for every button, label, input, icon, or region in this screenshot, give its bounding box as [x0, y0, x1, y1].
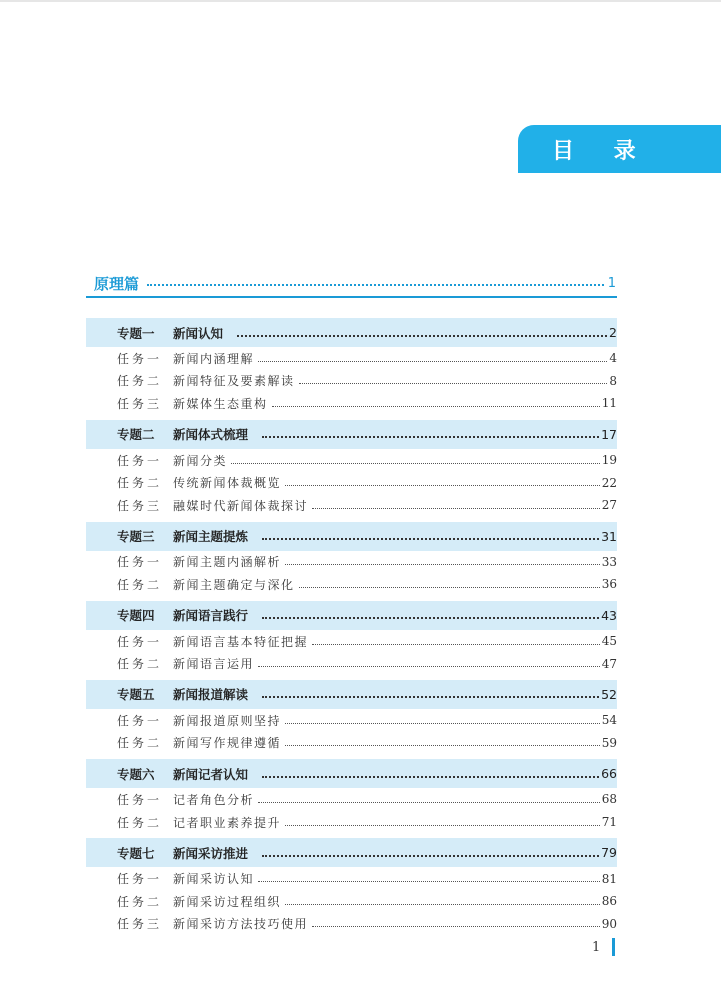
task-label: 任务二	[117, 657, 163, 672]
task-entry[interactable]	[86, 652, 617, 675]
task-page: 68	[601, 792, 617, 807]
task-label: 任务一	[117, 634, 163, 649]
topic-label: 专题三	[117, 529, 155, 545]
leader-dots	[262, 855, 599, 857]
task-label: 任务一	[117, 453, 163, 468]
task-title: 新闻报道原则坚持	[173, 713, 282, 728]
topic-title: 新闻采访推进	[173, 845, 249, 861]
leader-dots	[258, 802, 600, 803]
task-entry[interactable]	[86, 494, 617, 517]
task-page: 86	[601, 894, 617, 909]
task-entry[interactable]	[86, 551, 617, 574]
task-title: 新闻特征及要素解读	[173, 374, 295, 389]
task-title: 新闻内涵理解	[173, 351, 255, 366]
task-title: 新闻采访方法技巧使用	[173, 917, 309, 932]
topic-title: 新闻记者认知	[173, 766, 249, 782]
task-title: 新闻分类	[173, 453, 228, 468]
page-number: 1	[592, 939, 601, 955]
task-entry[interactable]	[86, 573, 617, 596]
topic-page: 31	[601, 528, 617, 544]
topic-label: 专题二	[117, 427, 155, 443]
task-title: 记者职业素养提升	[173, 815, 282, 830]
task-page: 54	[601, 713, 617, 728]
task-label: 任务一	[117, 713, 163, 728]
task-title: 记者角色分析	[173, 792, 255, 807]
task-entry[interactable]	[86, 449, 617, 472]
task-title: 新闻主题确定与深化	[173, 577, 295, 592]
task-entry[interactable]	[86, 913, 617, 936]
toc-title: 目 录	[552, 138, 652, 164]
topic-label: 专题一	[117, 325, 155, 341]
task-entry[interactable]	[86, 732, 617, 755]
topic-page: 52	[601, 686, 617, 702]
task-label: 任务一	[117, 872, 163, 887]
leader-dots	[258, 361, 607, 362]
task-label: 任务一	[117, 555, 163, 570]
task-page: 59	[601, 735, 617, 750]
task-entry[interactable]	[86, 370, 617, 393]
task-page: 90	[601, 916, 617, 931]
leader-dots	[285, 564, 600, 565]
task-label: 任务二	[117, 374, 163, 389]
leader-dots	[258, 881, 600, 882]
task-page: 4	[609, 351, 617, 366]
task-page: 47	[601, 656, 617, 671]
leader-dots	[312, 926, 600, 927]
task-title: 新媒体生态重构	[173, 396, 268, 411]
task-page: 22	[601, 475, 617, 490]
top-border	[0, 0, 721, 2]
task-title: 新闻主题内涵解析	[173, 555, 282, 570]
leader-dots	[285, 745, 600, 746]
topic-entry[interactable]	[86, 318, 617, 347]
topic-entry[interactable]	[86, 420, 617, 449]
task-title: 新闻采访认知	[173, 872, 255, 887]
leader-dots	[258, 666, 600, 667]
leader-dots	[237, 335, 607, 337]
leader-dots	[312, 508, 600, 509]
task-entry[interactable]	[86, 471, 617, 494]
task-page: 45	[601, 634, 617, 649]
task-label: 任务二	[117, 736, 163, 751]
task-label: 任务二	[117, 894, 163, 909]
toc-title-banner	[518, 125, 721, 173]
leader-dots	[285, 825, 600, 826]
part-label: 原理篇	[94, 274, 140, 293]
leader-dots	[299, 587, 600, 588]
leader-dots	[299, 383, 608, 384]
topic-label: 专题五	[117, 687, 155, 703]
topic-label: 专题六	[117, 766, 155, 782]
task-label: 任务二	[117, 476, 163, 491]
topic-entry[interactable]	[86, 522, 617, 551]
part-page: 1	[607, 275, 616, 291]
group-spacer	[86, 935, 617, 940]
topic-title: 新闻体式梳理	[173, 427, 249, 443]
task-label: 任务三	[117, 396, 163, 411]
task-label: 任务三	[117, 498, 163, 513]
topic-label: 专题四	[117, 608, 155, 624]
leader-dots	[285, 723, 600, 724]
task-label: 任务一	[117, 351, 163, 366]
topic-page: 2	[609, 325, 617, 340]
topic-title: 新闻语言践行	[173, 608, 249, 624]
leader-dots	[262, 617, 599, 619]
page-number-bar	[612, 938, 615, 956]
task-title: 新闻语言运用	[173, 657, 255, 672]
leader-dots	[312, 644, 600, 645]
leader-dots	[231, 463, 600, 464]
toc-list	[86, 318, 617, 940]
page-footer	[592, 938, 615, 956]
task-page: 11	[601, 396, 617, 411]
task-entry[interactable]	[86, 811, 617, 834]
part-entry[interactable]	[94, 270, 616, 296]
topic-title: 新闻报道解读	[173, 687, 249, 703]
task-entry[interactable]	[86, 347, 617, 370]
task-title: 新闻采访过程组织	[173, 894, 282, 909]
task-label: 任务一	[117, 792, 163, 807]
topic-page: 79	[601, 845, 617, 861]
task-entry[interactable]	[86, 392, 617, 415]
task-label: 任务三	[117, 917, 163, 932]
task-page: 36	[601, 577, 617, 592]
leader-dots	[285, 904, 600, 905]
task-title: 融媒时代新闻体裁探讨	[173, 498, 309, 513]
task-title: 新闻语言基本特征把握	[173, 634, 309, 649]
leader-dots	[262, 538, 599, 540]
task-title: 传统新闻体裁概览	[173, 476, 282, 491]
part-divider	[86, 296, 617, 298]
task-page: 81	[601, 871, 617, 886]
leader-dots	[272, 406, 600, 407]
topic-page: 66	[601, 766, 617, 782]
task-entry[interactable]	[86, 890, 617, 913]
leader-dots	[262, 696, 599, 698]
leader-dots	[147, 284, 604, 286]
topic-entry[interactable]	[86, 601, 617, 630]
topic-page: 17	[601, 426, 617, 442]
task-page: 33	[601, 554, 617, 569]
leader-dots	[262, 776, 599, 778]
topic-label: 专题七	[117, 845, 155, 861]
task-title: 新闻写作规律遵循	[173, 736, 282, 751]
task-entry[interactable]	[86, 709, 617, 732]
topic-entry[interactable]	[86, 838, 617, 867]
topic-title: 新闻认知	[173, 325, 224, 341]
task-page: 8	[609, 373, 617, 388]
topic-entry[interactable]	[86, 759, 617, 788]
task-label: 任务二	[117, 577, 163, 592]
task-page: 27	[601, 498, 617, 513]
topic-page: 43	[601, 607, 617, 623]
topic-entry[interactable]	[86, 680, 617, 709]
leader-dots	[262, 436, 599, 438]
task-page: 71	[601, 815, 617, 830]
task-page: 19	[601, 453, 617, 468]
topic-title: 新闻主题提炼	[173, 529, 249, 545]
task-entry[interactable]	[86, 867, 617, 890]
leader-dots	[285, 485, 600, 486]
task-entry[interactable]	[86, 630, 617, 653]
task-label: 任务二	[117, 815, 163, 830]
task-entry[interactable]	[86, 788, 617, 811]
